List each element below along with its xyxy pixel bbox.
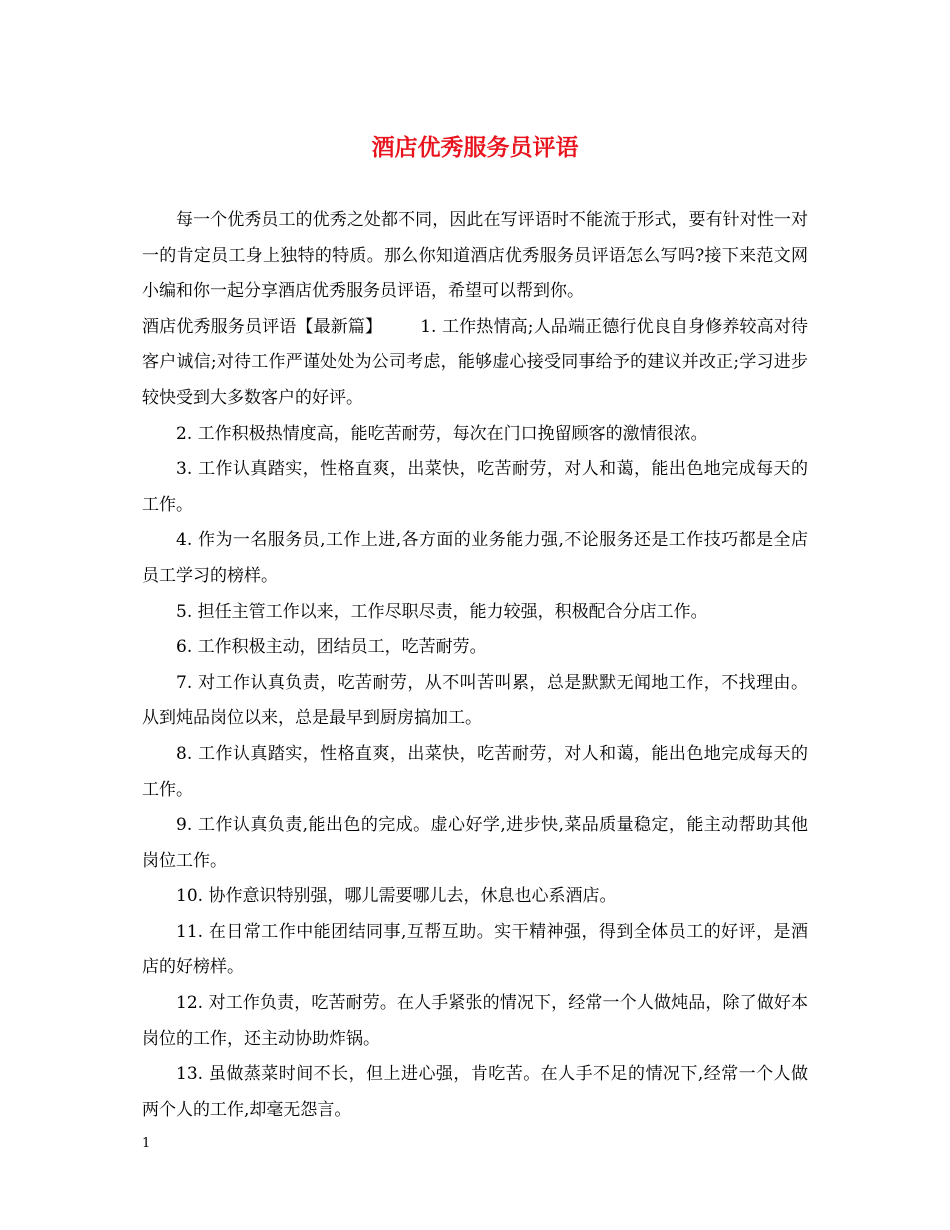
list-item: 13. 虽做蒸菜时间不长，但上进心强，肯吃苦。在人手不足的情况下,经常一个人做两个人的工作,却毫无怨言。	[142, 1064, 808, 1120]
list-item: 2. 工作积极热情度高，能吃苦耐劳，每次在门口挽留顾客的激情很浓。	[176, 423, 708, 444]
list-item: 10. 协作意识特别强，哪儿需要哪儿去，休息也心系酒店。	[176, 886, 617, 907]
list-item: 5. 担任主管工作以来，工作尽职尽责，能力较强，积极配合分店工作。	[176, 601, 708, 622]
list-item: 4. 作为一名服务员,工作上进,各方面的业务能力强,不论服务还是工作技巧都是全店员工学习的榜样。	[142, 530, 808, 586]
list-item: 7. 对工作认真负责，吃苦耐劳，从不叫苦叫累，总是默默无闻地工作，不找理由。从到炖品岗位以来，总是最早到厨房搞加工。	[142, 672, 808, 729]
list-item: 12. 对工作负责，吃苦耐劳。在人手紧张的情况下，经常一个人做炖品，除了做好本岗位的工作，还主动协助炸锅。	[142, 993, 808, 1049]
list-item: 6. 工作积极主动，团结员工，吃苦耐劳。	[176, 637, 487, 658]
document-body	[142, 203, 808, 1128]
list-item: 1. 工作热情高;人品端正德行优良自身修养较高对待客户诚信;对待工作严谨处处为公司考虑，能够虚心接受同事给予的建议并改正;学习进步较快受到大多数客户的好评。	[142, 316, 809, 408]
section-heading: 酒店优秀服务员评语【最新篇】	[142, 316, 383, 337]
list-item: 3. 工作认真踏实，性格直爽，出菜快，吃苦耐劳，对人和蔼，能出色地完成每天的工作。	[142, 459, 808, 515]
page-number: 1	[142, 1136, 151, 1151]
section-paragraph	[142, 310, 808, 417]
list-item: 9. 工作认真负责,能出色的完成。虚心好学,进步快,菜品质量稳定，能主动帮助其他岗位工作。	[142, 815, 808, 871]
intro-paragraph: 每一个优秀员工的优秀之处都不同，因此在写评语时不能流于形式，要有针对性一对一的肯定员工身上独特的特质。那么你知道酒店优秀服务员评语怎么写吗?接下来范文网小编和你一起分享酒店优秀服务员评语，希望可以帮到你。	[142, 210, 808, 302]
document-title: 酒店优秀服务员评语	[371, 134, 579, 161]
list-item: 8. 工作认真踏实，性格直爽，出菜快，吃苦耐劳，对人和蔼，能出色地完成每天的工作。	[142, 743, 808, 800]
list-item: 11. 在日常工作中能团结同事,互帮互助。实干精神强，得到全体员工的好评，是酒店的好榜样。	[142, 921, 808, 978]
